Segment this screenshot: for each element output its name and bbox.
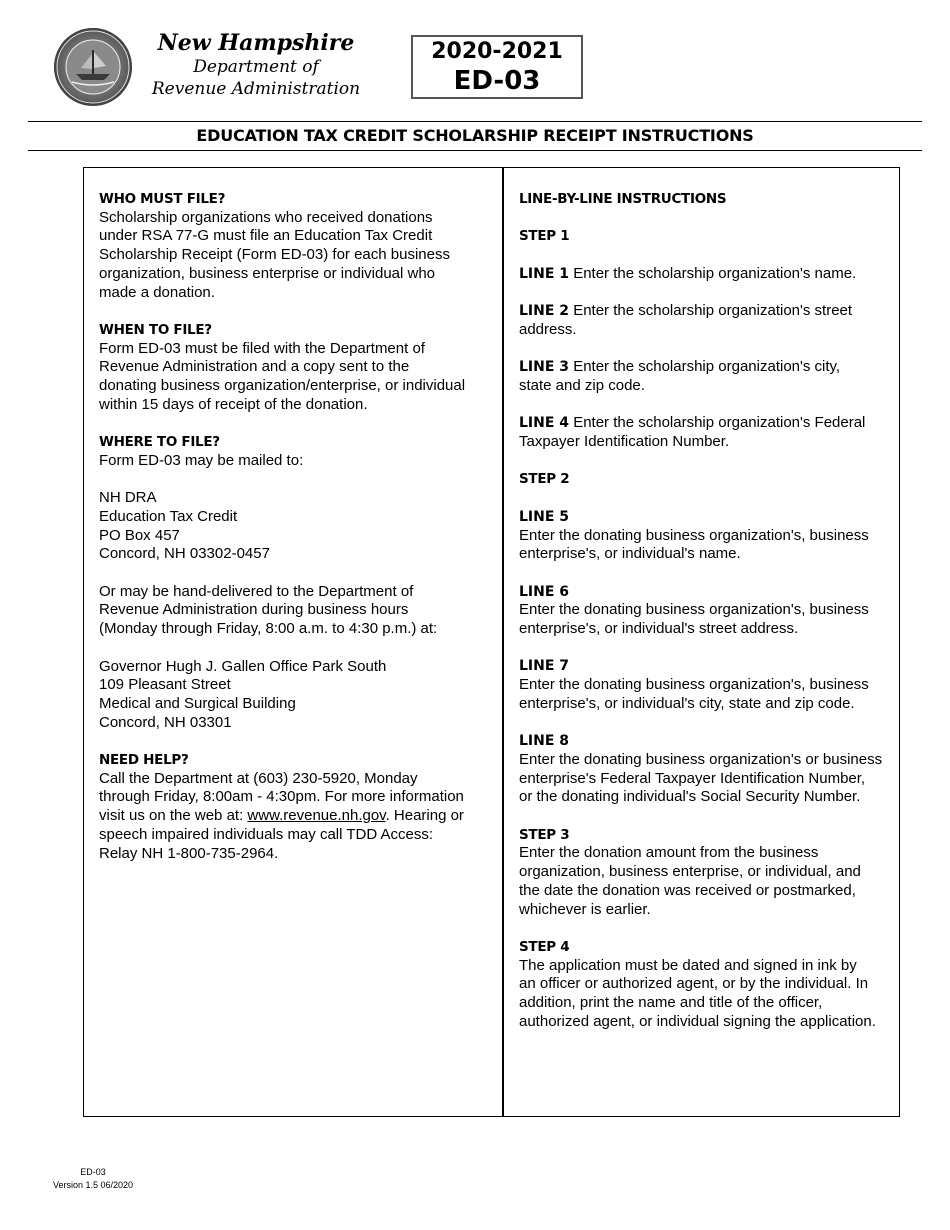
line-3-label: LINE 3 — [519, 359, 570, 376]
where-heading: WHERE TO FILE? — [99, 434, 220, 451]
page-footer — [48, 1166, 138, 1192]
where-intro: Form ED-03 may be mailed to: — [99, 451, 304, 469]
help-text-line: speech impaired individuals may call TDD Access: — [99, 825, 434, 843]
step-4-text: an officer or authorized agent, or by the individual. In — [519, 975, 869, 993]
step-3-text: the date the donation was received or postmarked, — [519, 881, 856, 899]
line-4-label: LINE 4 — [519, 415, 570, 432]
help-text-line: Relay NH 1-800-735-2964. — [99, 844, 279, 862]
line-2-instruction — [519, 302, 899, 339]
line-5-instruction — [519, 508, 899, 564]
line-6-instruction — [519, 583, 899, 639]
line-7-text: Enter the donating business organization's, business — [519, 676, 869, 694]
column-divider — [502, 167, 504, 1117]
title-rule-top — [28, 121, 922, 122]
left-column — [99, 190, 491, 882]
line-5-text: Enter the donating business organization's, business — [519, 526, 869, 544]
line-8-text: Enter the donating business organization's or business — [519, 750, 883, 768]
state-name: New Hampshire — [157, 30, 355, 56]
line-5-text: enterprise's, or individual's name. — [519, 545, 741, 563]
mail-address — [99, 489, 491, 564]
hand-delivery-line: (Monday through Friday, 8:00 a.m. to 4:30 p.m.) at: — [99, 620, 438, 638]
line-7-text: enterprise's, or individual's city, state and zip code. — [519, 694, 855, 712]
who-heading: WHO MUST FILE? — [99, 191, 226, 207]
line-3-text: state and zip code. — [519, 376, 645, 394]
when-text-line: within 15 days of receipt of the donation. — [99, 395, 368, 413]
footer-version: Version 1.5 06/2020 — [52, 1180, 134, 1190]
form-id-box — [411, 35, 583, 99]
step-4-text: The application must be dated and signed in ink by — [519, 956, 857, 974]
step-4-heading: STEP 4 — [519, 938, 570, 955]
address-line: NH DRA — [99, 489, 157, 507]
step-4-text: authorized agent, or individual signing the application. — [519, 1012, 876, 1030]
step-4-instruction — [519, 938, 899, 1032]
address-line: Education Tax Credit — [99, 507, 238, 525]
step-3-heading: STEP 3 — [519, 826, 570, 843]
line-6-text: Enter the donating business organization's, business — [519, 601, 869, 619]
footer-form-id: ED-03 — [80, 1167, 106, 1177]
step-1-heading: STEP 1 — [519, 228, 570, 245]
line-8-text: or the donating individual's Social Security Number. — [519, 788, 861, 806]
line-7-instruction — [519, 657, 899, 713]
address-line: Governor Hugh J. Gallen Office Park South — [99, 657, 387, 675]
line-2-text: Enter the scholarship organization's street — [569, 302, 853, 320]
when-text-line: Revenue Administration and a copy sent to the — [99, 358, 410, 376]
revenue-website-link[interactable]: www.revenue.nh.gov — [247, 807, 386, 825]
nh-state-seal-icon — [54, 28, 132, 106]
hand-delivery-line: Revenue Administration during business hours — [99, 601, 409, 619]
line-6-label: LINE 6 — [519, 583, 570, 600]
who-must-file-section — [99, 190, 491, 302]
address-line: Concord, NH 03302-0457 — [99, 545, 270, 563]
line-2-label: LINE 2 — [519, 303, 570, 320]
page-title: EDUCATION TAX CREDIT SCHOLARSHIP RECEIPT INSTRUCTIONS — [196, 126, 754, 145]
step-3-text: organization, business enterprise, or individual, and — [519, 863, 861, 881]
department-line-2: Revenue Administration — [151, 79, 361, 99]
step-2-heading: STEP 2 — [519, 471, 570, 488]
where-to-file-section — [99, 433, 491, 470]
step-3-instruction — [519, 826, 899, 920]
when-to-file-section — [99, 321, 491, 415]
when-text-line: Form ED-03 must be filed with the Department of — [99, 339, 425, 357]
office-address — [99, 658, 491, 733]
line-5-label: LINE 5 — [519, 508, 570, 525]
step-4-text: addition, print the name and title of the officer, — [519, 994, 823, 1012]
who-text-line: organization, business enterprise or individual who — [99, 264, 436, 282]
who-text-line: Scholarship organizations who received donations — [99, 208, 433, 226]
line-1-text: Enter the scholarship organization's name. — [569, 264, 857, 282]
help-heading: NEED HELP? — [99, 752, 189, 768]
agency-name-block — [150, 30, 362, 100]
who-text-line: Scholarship Receipt (Form ED-03) for each business — [99, 246, 450, 264]
step-3-text: Enter the donation amount from the business — [519, 844, 819, 862]
form-id: ED-03 — [453, 66, 541, 96]
line-2-text: address. — [519, 320, 577, 338]
hand-delivery-text — [99, 583, 491, 639]
address-line: PO Box 457 — [99, 526, 180, 544]
who-text-line: under RSA 77-G must file an Education Tax Credit — [99, 227, 433, 245]
help-text-line — [99, 807, 491, 826]
help-text-line: through Friday, 8:00am - 4:30pm. For more information — [99, 788, 464, 806]
help-text-fragment: visit us on the web at: — [99, 807, 248, 825]
when-text-line: donating business organization/enterprise, or individual — [99, 377, 466, 395]
address-line: Concord, NH 03301 — [99, 713, 232, 731]
when-heading: WHEN TO FILE? — [99, 321, 212, 338]
department-line-1: Department of — [193, 57, 319, 77]
line-4-instruction — [519, 414, 899, 451]
line-7-label: LINE 7 — [519, 658, 570, 675]
help-text-line: Call the Department at (603) 230-5920, Monday — [99, 769, 418, 787]
title-rule-bottom — [28, 150, 922, 151]
line-3-instruction — [519, 358, 899, 395]
line-8-instruction — [519, 732, 899, 807]
line-4-text: Enter the scholarship organization's Federal — [569, 414, 866, 432]
right-column — [519, 190, 899, 1050]
who-text-line: made a donation. — [99, 283, 215, 301]
form-year: 2020-2021 — [431, 39, 563, 64]
line-6-text: enterprise's, or individual's street address. — [519, 620, 799, 638]
line-8-label: LINE 8 — [519, 733, 570, 750]
line-by-line-heading: LINE-BY-LINE INSTRUCTIONS — [519, 191, 727, 207]
step-3-text: whichever is earlier. — [519, 900, 651, 918]
line-1-instruction — [519, 265, 899, 284]
line-8-text: enterprise's Federal Taxpayer Identification Number, — [519, 769, 866, 787]
help-text-fragment: . Hearing or — [385, 807, 464, 825]
hand-delivery-line: Or may be hand-delivered to the Department of — [99, 582, 414, 600]
address-line: Medical and Surgical Building — [99, 694, 296, 712]
line-1-label: LINE 1 — [519, 265, 570, 282]
address-line: 109 Pleasant Street — [99, 676, 231, 694]
line-4-text: Taxpayer Identification Number. — [519, 433, 730, 451]
need-help-section — [99, 751, 491, 863]
line-3-text: Enter the scholarship organization's city, — [569, 358, 841, 376]
